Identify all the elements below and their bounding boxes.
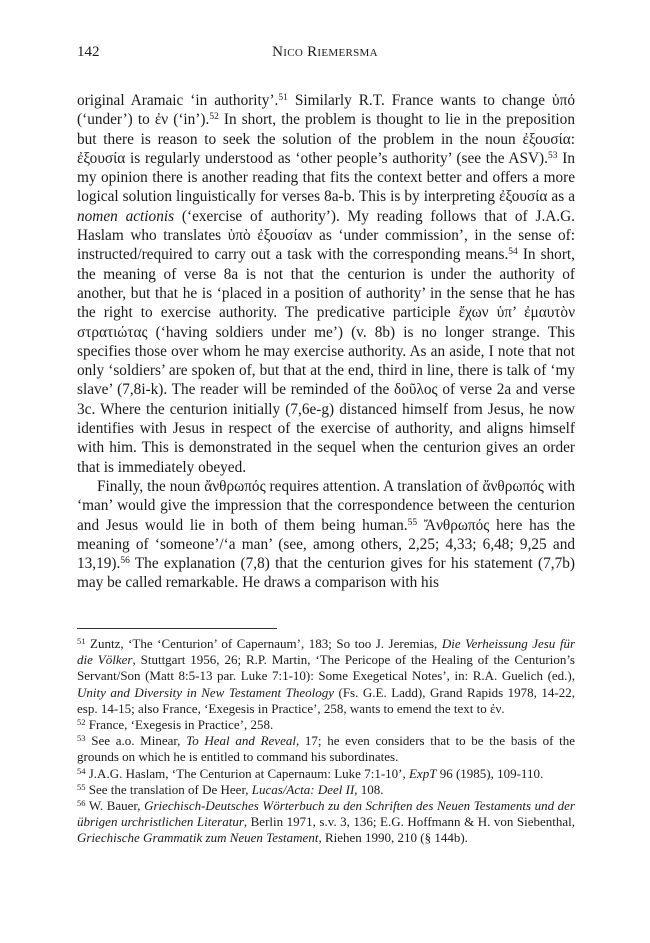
footnote-56	[77, 798, 575, 847]
footnote-52	[77, 717, 575, 733]
italic-title: Griechische Grammatik zum Neuen Testament	[77, 830, 319, 846]
italic-title: To Heal and Reveal	[186, 733, 296, 749]
text-run: In short, the problem is thought to lie in the preposition but there is reason to seek the solution of the problem in the noun ἐξουσία: ἐξουσία is regularly understood as ‘other people’s authority’ (see the ASV).	[77, 111, 575, 167]
text-run: original Aramaic ‘in authority’.	[77, 92, 279, 109]
paragraph	[77, 91, 575, 477]
page-number: 142	[77, 44, 100, 60]
text-run: See a.o. Minear,	[85, 733, 187, 749]
footnote-ref[interactable]: 52	[209, 112, 219, 123]
footnote-ref[interactable]: 55	[407, 517, 418, 528]
text-run: J.A.G. Haslam, ‘The Centurion at Capernaum: Luke 7:1-10’,	[85, 765, 409, 781]
text-run: See the translation of De Heer,	[85, 781, 252, 797]
footnote-number: 51	[77, 636, 86, 646]
text-run: , Riehen 1990, 210 (§ 144b).	[318, 830, 468, 846]
text-run: , Berlin 1971, s.v. 3, 136; E.G. Hoffmann & H. von Siebenthal,	[243, 814, 575, 830]
running-head: Nico Riemersma	[272, 44, 378, 60]
footnote-number: 55	[77, 781, 86, 792]
footnotes	[77, 636, 575, 847]
text-run: Finally, the noun ἄνθρωπός requires attention. A translation of ἄνθρωπός with ‘man’ would give the impression that the correspondence between the centurion and Jesus would lie in both of them being human.	[77, 477, 575, 534]
italic-title: ExpT	[408, 765, 437, 781]
text-run: The explanation (7,8) that the centurion gives for his statement (7,7b) may be called remarkable. He draws a comparison with his	[77, 555, 575, 592]
footnote-ref[interactable]: 53	[547, 150, 558, 161]
footnote-ref[interactable]: 56	[120, 556, 130, 567]
body-text	[77, 91, 575, 593]
text-run: (‘exercise of authority’). My reading follows that of J.A.G. Haslam who translates ὑπὸ ἐξουσίαν as ‘under commission’, in the sense of: instructed/required to carry out a task with the corresponding means.	[77, 207, 576, 264]
text-run: Zuntz, ‘The ‘Centurion’ of Capernaum’, 183; So too J. Jeremias,	[85, 636, 442, 651]
text-run: , 108.	[354, 781, 384, 797]
text-run: , 17; he even considers that to be the basis of the grounds on which he is entitled to command his subordinates.	[77, 733, 576, 765]
text-run: In my opinion there is another reading that fits the context better and offers a more logical solution linguistically for verses 8a-b. This is by interpreting ἐξουσία as a	[77, 149, 575, 206]
italic-term: nomen actionis	[77, 207, 175, 225]
footnote-53	[77, 733, 575, 765]
footnote-number: 54	[77, 765, 86, 776]
text-run: (Fs. G.E. Ladd), Grand Rapids 1978, 14-22, esp. 14-15; also France, ‘Exegesis in Practice’, 258, wants to emend the text to ἐν.	[77, 684, 576, 716]
footnote-51	[77, 636, 575, 717]
footnote-54	[77, 766, 575, 782]
footnote-divider	[77, 628, 277, 629]
text-run: , Stuttgart 1956, 26; R.P. Martin, ‘The Pericope of the Healing of the Centurion’s Servant/Son (Matt 8:5-13 par. Luke 7:1-10): Some Exegetical Notes’, in: R.A. Guelich (ed.),	[77, 652, 575, 684]
footnote-number: 53	[77, 733, 86, 744]
paragraph	[77, 477, 575, 593]
footnote-55	[77, 782, 575, 798]
text-run: France, ‘Exegesis in Practice’, 258.	[85, 717, 274, 733]
italic-title: Lucas/Acta: Deel II	[251, 781, 355, 797]
footnote-ref[interactable]: 54	[508, 247, 518, 258]
text-run: W. Bauer,	[85, 798, 145, 814]
footnote-number: 56	[77, 798, 86, 809]
footnote-ref[interactable]: 51	[278, 93, 288, 103]
italic-title: Unity and Diversity in New Testament Theology	[77, 684, 334, 700]
text-run: In short, the meaning of verse 8a is not that the centurion is under the authority of another, but that he is ‘placed in a position of authority’ in the sense that he has the right to exercise authority. The predicative participle ἔχων ὑπ’ ἐμαυτὸν στρατιώτας (‘having soldiers under me’) (v. 8b) is no longer strange. This specifies those over whom he may exercise authority. As an aside, I note that not only ‘soldiers’ are spoken of, but that at the end, third in line, there is talk of ‘my slave’ (7,8i-k). The reader will be reminded of the δοῦλος of verse 2a and verse 3c. Where the centurion initially (7,6e-g) distanced himself from Jesus, he now identifies with Jesus in respect of the exercise of authority, and aligns himself with him. This is demonstrated in the sequel when the centurion gives an order that is immediately obeyed.	[77, 246, 575, 476]
italic-title: Die Verheissung Jesu für die Völker	[77, 636, 575, 668]
text-run: Similarly R.T. France wants to change ὑπό (‘under’) to ἐν (‘in’).	[77, 92, 575, 129]
italic-title: Griechisch-Deutsches Wörterbuch zu den Schriften des Neuen Testaments und der übrigen urchristlichen Literatur	[77, 798, 575, 830]
page-header	[77, 44, 573, 64]
text-run: 96 (1985), 109-110.	[436, 765, 544, 781]
footnote-number: 52	[77, 717, 86, 728]
text-run: Ἄνθρωπός here has the meaning of ‘someone’/‘a man’ (see, among others, 2,25; 4,33; 6,48; 9,25 and 13,19).	[77, 516, 575, 573]
